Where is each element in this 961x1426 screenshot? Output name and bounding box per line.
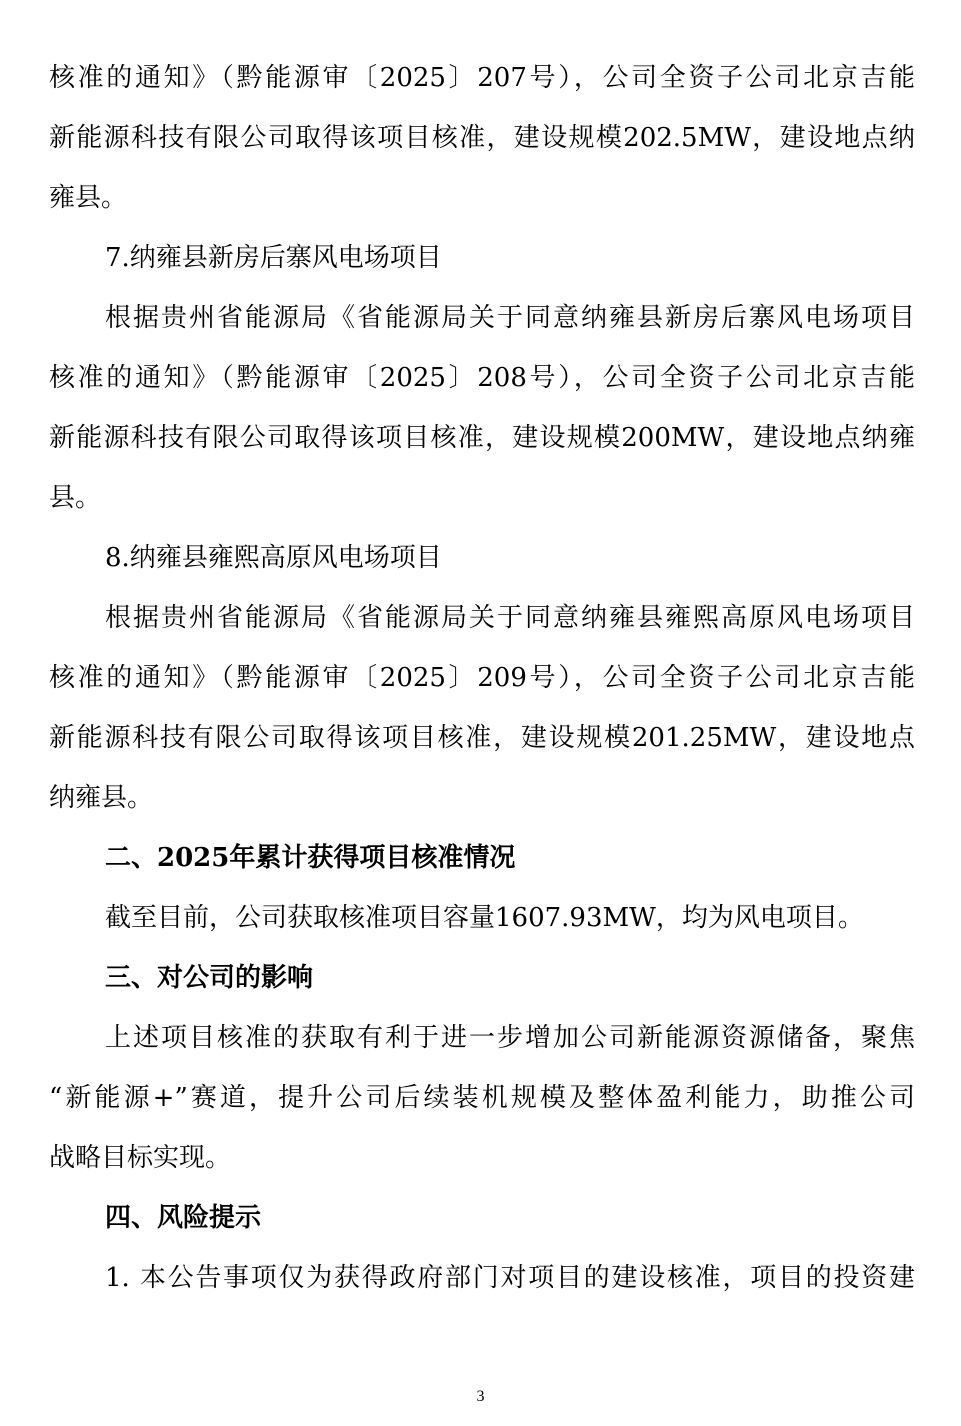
text-line: “新能源+”赛道，提升公司后续装机规模及整体盈利能力，助推公司	[49, 1083, 915, 1113]
section-heading-risk-warning: 四、风险提示	[105, 1203, 262, 1233]
text-line: 根据贵州省能源局《省能源局关于同意纳雍县新房后寨风电场项目	[105, 303, 915, 333]
paragraph-company-impact	[49, 1008, 915, 1188]
document-page	[49, 48, 915, 1308]
text-line: 县。	[49, 483, 102, 513]
subheading-project-8: 8.纳雍县雍熙高原风电场项目	[105, 543, 442, 573]
subheading-project-7: 7.纳雍县新房后寨风电场项目	[105, 243, 442, 273]
text-line: 新能源科技有限公司取得该项目核准，建设规模201.25MW，建设地点	[49, 723, 915, 753]
page-number: 3	[476, 1388, 485, 1405]
paragraph-cumulative-capacity: 截至目前，公司获取核准项目容量1607.93MW，均为风电项目。	[105, 903, 864, 933]
paragraph-project-8	[49, 588, 915, 828]
text-line: 战略目标实现。	[49, 1143, 232, 1173]
paragraph-project-7	[49, 288, 915, 528]
section-heading-cumulative-approvals: 二、2025年累计获得项目核准情况	[105, 843, 516, 873]
text-line: 根据贵州省能源局《省能源局关于同意纳雍县雍熙高原风电场项目	[105, 603, 915, 633]
text-line: 雍县。	[49, 183, 128, 213]
paragraph-project6-continuation	[49, 48, 915, 228]
text-line: 核准的通知》（黔能源审〔2025〕209号），公司全资子公司北京吉能	[49, 663, 915, 693]
text-line: 纳雍县。	[49, 783, 154, 813]
text-line: 核准的通知》（黔能源审〔2025〕207号），公司全资子公司北京吉能	[49, 63, 915, 93]
text-line: 上述项目核准的获取有利于进一步增加公司新能源资源储备，聚焦	[105, 1023, 915, 1053]
paragraph-risk-item-1: 1. 本公告事项仅为获得政府部门对项目的建设核准，项目的投资建	[105, 1263, 915, 1293]
section-heading-company-impact: 三、对公司的影响	[105, 963, 314, 993]
text-line: 新能源科技有限公司取得该项目核准，建设规模202.5MW，建设地点纳	[49, 123, 915, 153]
text-line: 新能源科技有限公司取得该项目核准，建设规模200MW，建设地点纳雍	[49, 423, 915, 453]
text-line: 核准的通知》（黔能源审〔2025〕208号），公司全资子公司北京吉能	[49, 363, 915, 393]
